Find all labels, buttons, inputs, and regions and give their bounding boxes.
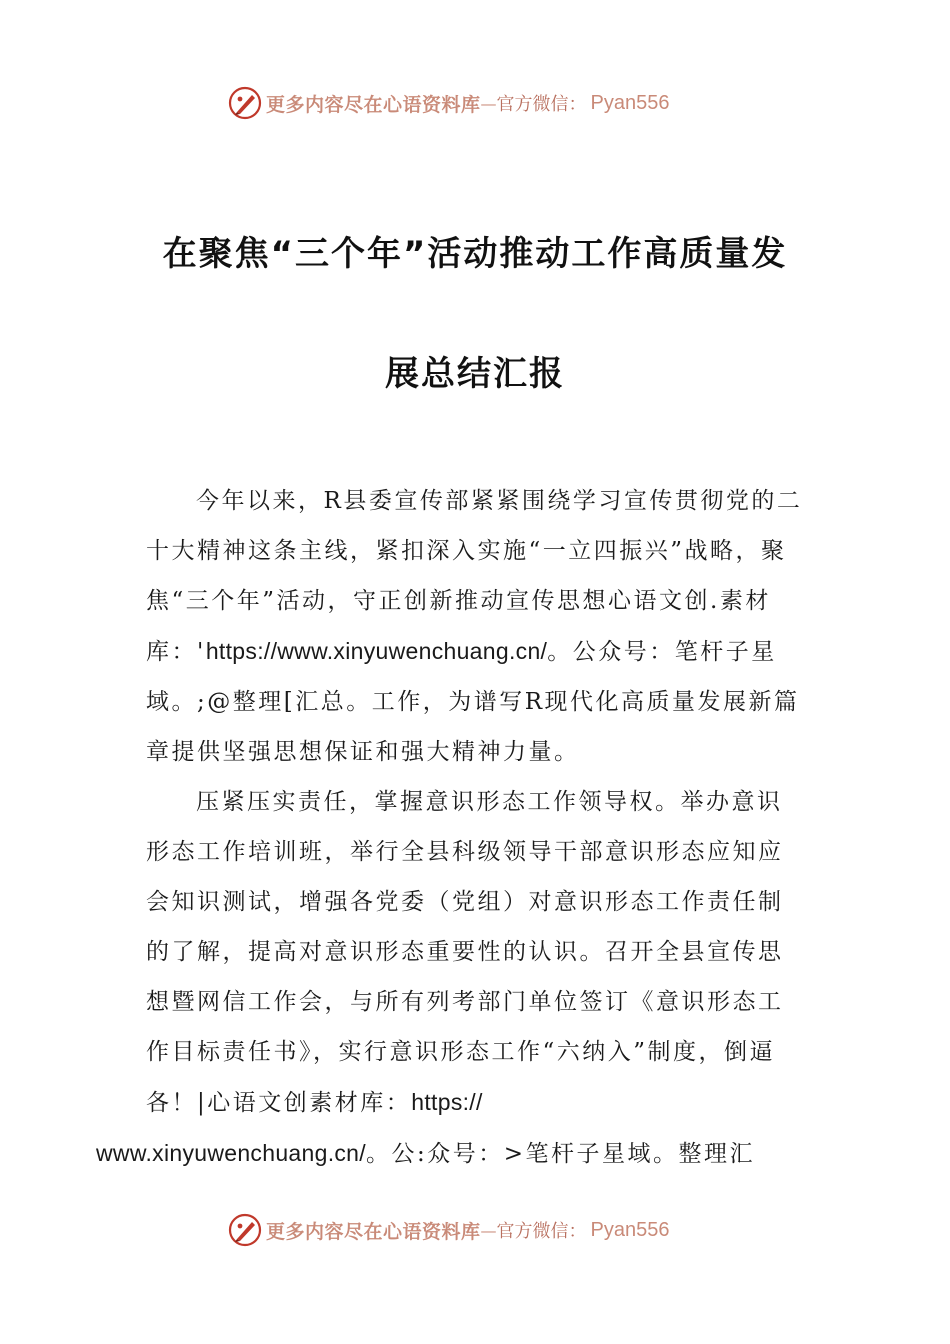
banner-account: Pyan556 — [590, 1218, 670, 1241]
header-watermark-banner — [228, 86, 748, 120]
paragraph-2-url-part-1: https:// — [411, 1089, 483, 1115]
banner-wechat-label: 官方微信： — [496, 94, 587, 115]
paragraph-1 — [146, 476, 806, 777]
paragraph-1-url: https://www.xinyuwenchuang.cn/ — [205, 638, 548, 664]
paragraph-1-text-a: 今年以来，R县委宣传部紧紧围绕学习宣传贯彻党的二十大精神这条主线，紧扣深入实施“一立四振兴”战略，聚焦“三个年”活动，守正创新推动宣传思想心语文创.素材库：' — [146, 488, 803, 665]
footer-watermark-banner — [228, 1213, 748, 1247]
banner-account: Pyan556 — [590, 91, 670, 114]
paragraph-2-url-part-2: www.xinyuwenchuang.cn/ — [96, 1140, 366, 1166]
paragraph-1-text-b: 。公众号：笔杆子星域。;@整理[汇总。工作，为谱写R现代化高质量发展新篇章提供坚强思想保证和强大精神力量。 — [146, 639, 800, 765]
paragraph-2-text-b: 。公:众号：>笔杆子星域。整理汇 — [365, 1141, 755, 1167]
document-body — [96, 476, 806, 1179]
pen-logo-icon — [228, 1213, 262, 1247]
banner-dash: — — [480, 1220, 497, 1240]
document-title-line-2: 展总结汇报 — [385, 354, 565, 394]
document-title-line-1: 在聚焦“三个年”活动推动工作高质量发 — [162, 234, 788, 274]
banner-wechat-label: 官方微信： — [496, 1221, 587, 1242]
banner-text: 更多内容尽在心语资料库 — [266, 1220, 481, 1243]
paragraph-2-text-a: 压紧压实责任，掌握意识形态工作领导权。举办意识形态工作培训班，举行全县科级领导干部意识形态应知应会知识测试，增强各党委（党组）对意识形态工作责任制的了解，提高对意识形态重要性的认识。召开全县宣传思想暨网信工作会，与所有列考部门单位签订《意识形态工作目标责任书》，实行意识形态工作“六纳入”制度，倒逼各！|心语文创素材库： — [146, 789, 784, 1116]
banner-dash: — — [480, 93, 497, 113]
paragraph-2 — [96, 777, 806, 1179]
pen-logo-icon — [228, 86, 262, 120]
banner-text: 更多内容尽在心语资料库 — [266, 93, 481, 116]
